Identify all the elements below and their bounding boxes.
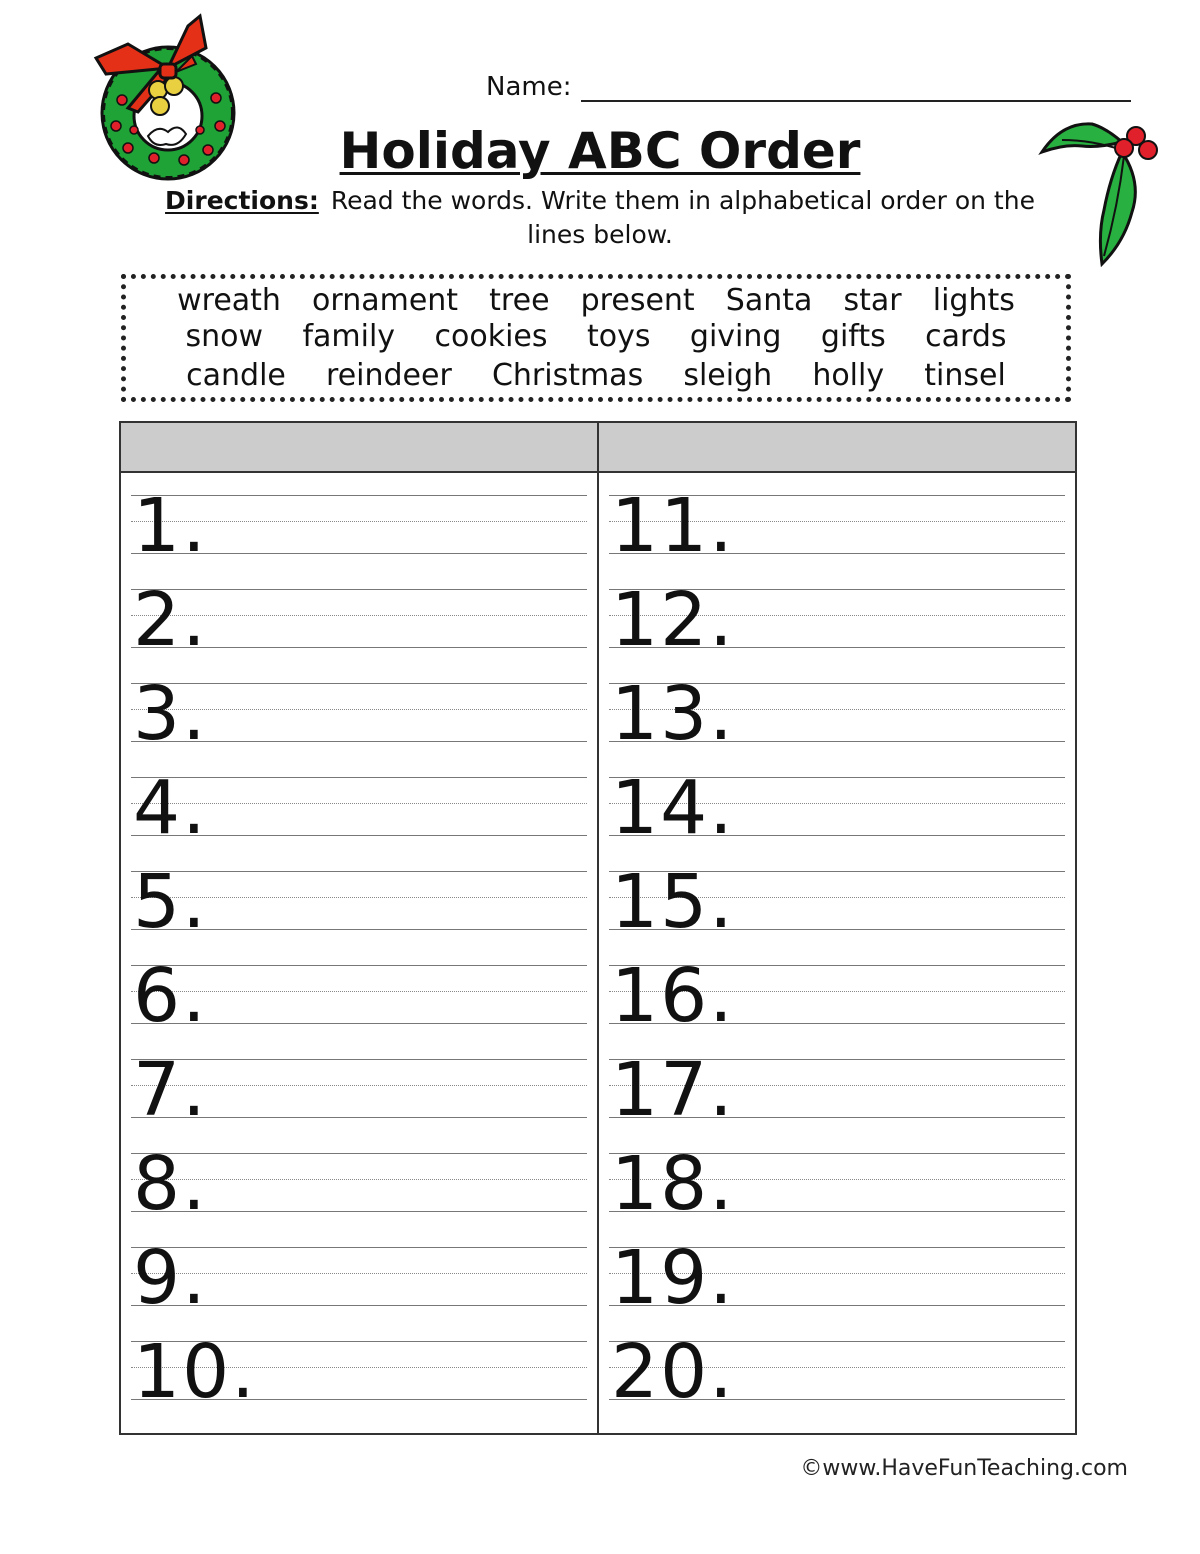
word-bank-row (146, 283, 1046, 318)
answer-line[interactable] (609, 1235, 1065, 1321)
directions (150, 184, 1050, 252)
line-number: 9. (133, 1235, 208, 1321)
line-number: 19. (611, 1235, 735, 1321)
line-number: 15. (611, 859, 735, 945)
line-number: 2. (133, 577, 208, 663)
line-number: 17. (611, 1047, 735, 1133)
line-number: 11. (611, 483, 735, 569)
name-label: Name: (486, 72, 572, 102)
word: snow (185, 319, 263, 354)
line-number: 8. (133, 1141, 208, 1227)
answer-line[interactable] (131, 953, 587, 1039)
answer-line[interactable] (609, 577, 1065, 663)
word-bank-row (146, 319, 1046, 354)
line-number: 13. (611, 671, 735, 757)
answer-line[interactable] (609, 953, 1065, 1039)
line-number: 16. (611, 953, 735, 1039)
line-number: 14. (611, 765, 735, 851)
line-number: 18. (611, 1141, 735, 1227)
line-number: 3. (133, 671, 208, 757)
line-number: 5. (133, 859, 208, 945)
page-title-text: Holiday ABC Order (339, 122, 861, 180)
word: candle (186, 358, 286, 393)
word: Santa (725, 283, 813, 318)
answer-line[interactable] (131, 1235, 587, 1321)
answer-line[interactable] (609, 483, 1065, 569)
answer-line[interactable] (131, 483, 587, 569)
answer-line[interactable] (609, 765, 1065, 851)
word-bank (121, 274, 1071, 402)
word: ornament (312, 283, 459, 318)
word: toys (586, 319, 651, 354)
answer-line[interactable] (609, 671, 1065, 757)
word: cards (925, 319, 1007, 354)
page-title (0, 122, 1200, 180)
word: star (843, 283, 902, 318)
answer-line[interactable] (131, 577, 587, 663)
answer-line[interactable] (131, 1329, 587, 1415)
word: holly (812, 358, 885, 393)
word: family (302, 319, 396, 354)
word: sleigh (683, 358, 773, 393)
line-number: 7. (133, 1047, 208, 1133)
answer-line[interactable] (131, 1141, 587, 1227)
line-number: 10. (133, 1329, 257, 1415)
answer-line[interactable] (609, 1047, 1065, 1133)
name-field (486, 70, 1136, 106)
line-number: 20. (611, 1329, 735, 1415)
answer-line[interactable] (131, 859, 587, 945)
answer-line[interactable] (609, 859, 1065, 945)
word: giving (689, 319, 782, 354)
answer-line[interactable] (609, 1141, 1065, 1227)
answer-column-left (121, 471, 597, 1433)
line-number: 12. (611, 577, 735, 663)
directions-label: Directions: (165, 186, 319, 215)
answer-line[interactable] (609, 1329, 1065, 1415)
answer-line[interactable] (131, 765, 587, 851)
word: wreath (177, 283, 281, 318)
word: lights (932, 283, 1015, 318)
answer-line[interactable] (131, 1047, 587, 1133)
word: Christmas (491, 358, 644, 393)
word: present (580, 283, 695, 318)
word: reindeer (326, 358, 452, 393)
line-number: 6. (133, 953, 208, 1039)
answer-line[interactable] (131, 671, 587, 757)
name-write-line[interactable] (581, 100, 1131, 102)
word: gifts (820, 319, 886, 354)
answer-table (119, 421, 1077, 1435)
copyright-footer: ©www.HaveFunTeaching.com (800, 1456, 1128, 1481)
word-bank-row (146, 358, 1046, 393)
word: cookies (434, 319, 548, 354)
word: tinsel (924, 358, 1006, 393)
directions-text: Read the words. Write them in alphabetical order on the lines below. (330, 186, 1035, 249)
line-number: 4. (133, 765, 208, 851)
line-number: 1. (133, 483, 208, 569)
word: tree (489, 283, 550, 318)
answer-column-right (599, 471, 1075, 1433)
